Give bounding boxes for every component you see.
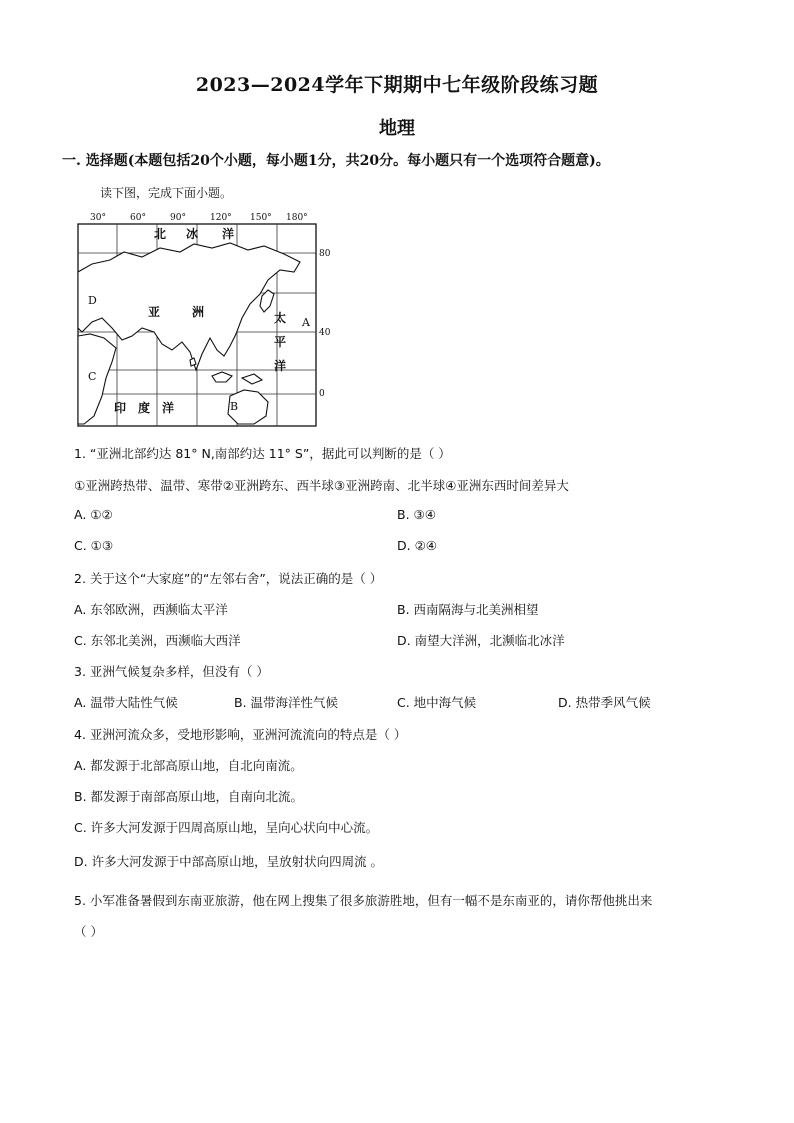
lat-label: 80 [319, 249, 331, 259]
arctic-ocean-label: 洋 [222, 227, 235, 241]
marker-d: D [88, 294, 97, 307]
pacific-ocean-label: 洋 [274, 359, 287, 373]
question-3-option-b[interactable]: B. 温带海洋性气候 [234, 695, 339, 710]
question-3-option-c[interactable]: C. 地中海气候 [397, 695, 477, 710]
asia-label: 亚 [148, 305, 161, 319]
question-2-option-b[interactable]: B. 西南隔海与北美洲相望 [397, 602, 539, 617]
indian-ocean-label: 度 [138, 401, 151, 415]
lon-label: 30° [90, 213, 106, 223]
new-guinea-island [242, 374, 262, 384]
asia-label: 洲 [192, 305, 205, 319]
indian-ocean-label: 印 [114, 401, 127, 415]
question-3-stem: 3. 亚洲气候复杂多样，但没有（ ） [74, 664, 269, 679]
question-5-stem-continued: （ ） [74, 924, 103, 939]
question-1-stem: 1. “亚洲北部约达 81° N,南部约达 11° S”，据此可以判断的是（ ） [74, 446, 451, 461]
question-1-option-c[interactable]: C. ①③ [74, 538, 114, 553]
question-2-option-a[interactable]: A. 东邻欧洲，西濒临太平洋 [74, 602, 228, 617]
lon-label: 180° [286, 213, 308, 223]
lat-label: 0 [319, 389, 325, 399]
arctic-ocean-label: 冰 [186, 227, 199, 241]
lon-label: 120° [210, 213, 232, 223]
question-1-option-b[interactable]: B. ③④ [397, 507, 436, 522]
page-title: 2023—2024学年下期期中七年级阶段练习题 [195, 74, 599, 96]
section-heading: 一. 选择题(本题包括20个小题，每小题1分，共20分。每小题只有一个选项符合题意)。 [62, 153, 610, 169]
asia-map [62, 210, 337, 432]
lon-label: 60° [130, 213, 146, 223]
indian-ocean-label: 洋 [162, 401, 175, 415]
latitude-labels [319, 249, 331, 399]
question-1-statements: ①亚洲跨热带、温带、寒带②亚洲跨东、西半球③亚洲跨南、北半球④亚洲东西时间差异大 [74, 478, 569, 493]
marker-b: B [230, 400, 239, 413]
map-instruction: 读下图，完成下面小题。 [100, 186, 233, 200]
lat-label: 40 [319, 328, 331, 338]
question-4-stem: 4. 亚洲河流众多，受地形影响，亚洲河流流向的特点是（ ） [74, 727, 407, 742]
question-4-option-a[interactable]: A. 都发源于北部高原山地，自北向南流。 [74, 758, 303, 773]
question-4-option-d[interactable]: D. 许多大河发源于中部高原山地，呈放射状向四周流 。 [74, 854, 384, 869]
africa-landmass [78, 334, 116, 424]
question-4-option-c[interactable]: C. 许多大河发源于四周高原山地，呈向心状向中心流。 [74, 820, 379, 835]
lon-label: 150° [250, 213, 272, 223]
land-outlines [78, 243, 300, 424]
question-4-option-b[interactable]: B. 都发源于南部高原山地，自南向北流。 [74, 789, 304, 804]
question-3-option-d[interactable]: D. 热带季风气候 [558, 695, 651, 710]
lon-label: 90° [170, 213, 186, 223]
question-2-stem: 2. 关于这个“大家庭”的“左邻右舍”，说法正确的是（ ） [74, 571, 383, 586]
pacific-ocean-label: 太 [274, 311, 287, 325]
pacific-ocean-label: 平 [274, 335, 287, 349]
question-1-option-d[interactable]: D. ②④ [397, 538, 437, 553]
maritime-islands [212, 372, 232, 382]
longitude-labels [90, 213, 308, 223]
question-3-option-a[interactable]: A. 温带大陆性气候 [74, 695, 178, 710]
subject-title: 地理 [379, 118, 415, 139]
marker-a: A [302, 316, 310, 329]
arctic-ocean-label: 北 [154, 227, 167, 241]
question-2-option-d[interactable]: D. 南望大洋洲，北濒临北冰洋 [397, 633, 565, 648]
question-2-option-c[interactable]: C. 东邻北美洲，西濒临大西洋 [74, 633, 241, 648]
marker-c: C [88, 370, 97, 383]
question-1-option-a[interactable]: A. ①② [74, 507, 113, 522]
question-5-stem: 5. 小军准备暑假到东南亚旅游，他在网上搜集了很多旅游胜地，但有一幅不是东南亚的，请你帮他挑出来 [74, 893, 653, 908]
